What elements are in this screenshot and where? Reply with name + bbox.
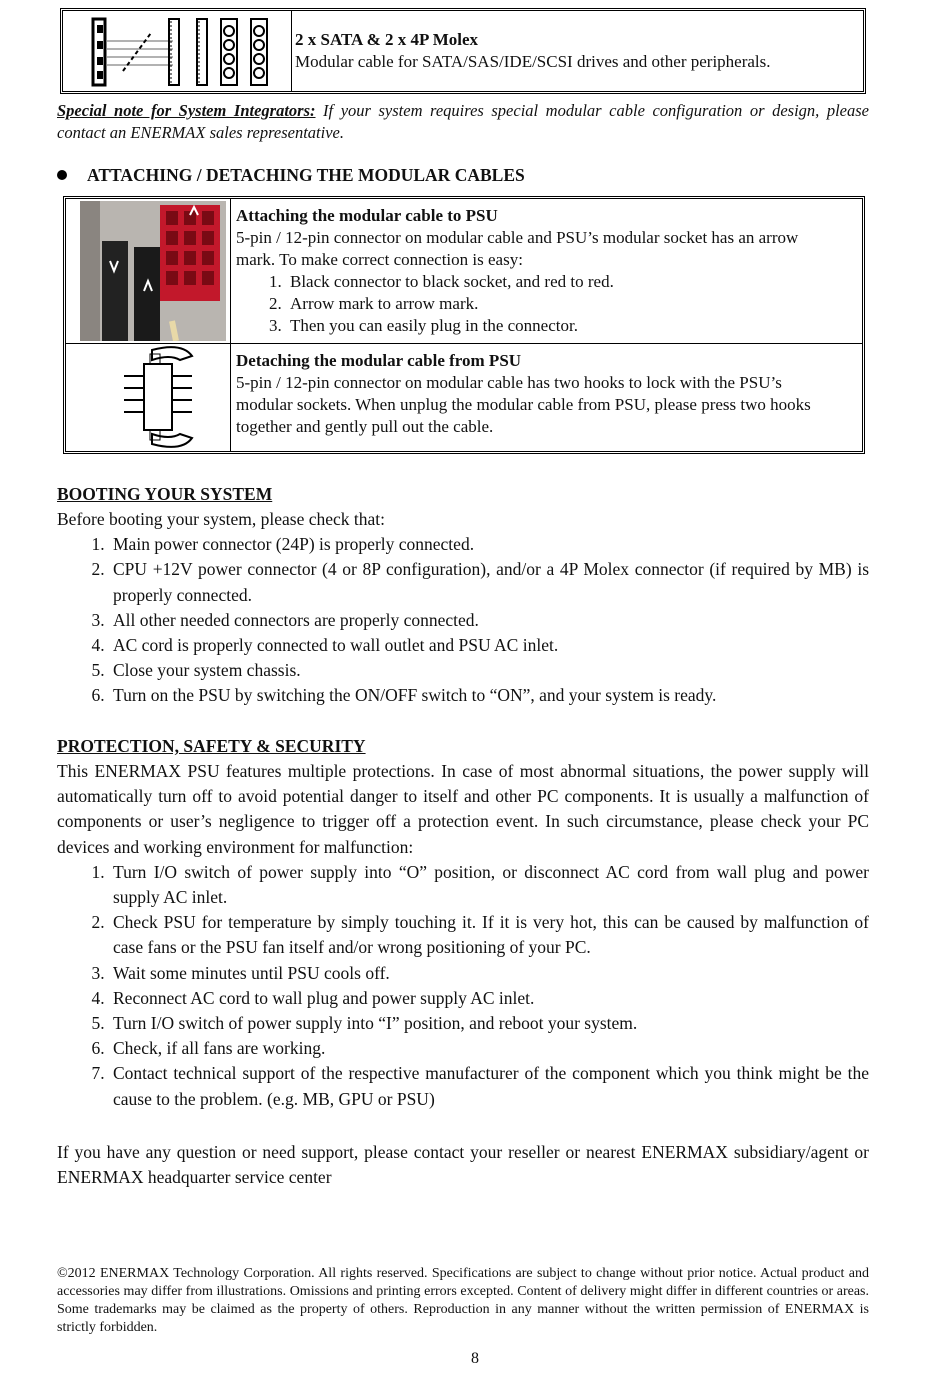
attach-heading-text: ATTACHING / DETACHING THE MODULAR CABLES [87,165,525,185]
protection-section [57,734,869,1112]
detach-text: 5-pin / 12-pin connector on modular cable has two hooks to lock with the PSU’s modular sockets. When unplug the modular cable from PSU, please press two hooks together and gently pull out the cable. [236,373,811,436]
protection-intro: This ENERMAX PSU features multiple protections. In case of most abnormal situations, the power supply will automatically turn off to avoid potential danger to itself and other PC components. It is usually a malfunction of components or user’s negligence to trigger off a protection event. In such circumstance, please check your PC devices and working environment for malfunction: [57,761,869,857]
list-item: 3. Wait some minutes until PSU cools off. [109,961,869,986]
bullet-icon [57,170,67,180]
list-item: 3. All other needed connectors are properly connected. [109,608,869,633]
note-lead: Special note for System Integrators: [57,101,316,120]
attach-intro: 5-pin / 12-pin connector on modular cable and PSU’s modular socket has an arrow mark. To make correct connection is easy: [236,228,799,269]
list-item: 1. Black connector to black socket, and red to red. [286,271,836,293]
list-item: 2. Check PSU for temperature by simply touching it. If it is very hot, this can be caused by malfunction of case fans or the PSU fan itself and/or wrong positioning of your PC. [109,910,869,960]
connector-hooks-icon [122,346,196,448]
integrator-note [57,100,869,144]
note-body: If your system requires special modular cable configuration or design, please contact an ENERMAX sales representative. [57,101,869,142]
page-number: 8 [471,1350,479,1367]
attach-row [66,199,862,344]
sata-molex-cable-icon [63,11,291,91]
list-item: 5. Turn I/O switch of power supply into “I” position, and reboot your system. [109,1011,869,1036]
detach-title: Detaching the modular cable from PSU [236,351,522,370]
attach-title: Attaching the modular cable to PSU [236,206,498,225]
list-item: 1. Turn I/O switch of power supply into “O” position, or disconnect AC cord from wall plug and power supply AC inlet. [109,860,869,910]
list-item: 4. AC cord is properly connected to wall outlet and PSU AC inlet. [109,633,869,658]
booting-intro: Before booting your system, please check that: [57,509,386,529]
detach-row [66,344,862,451]
list-item: 6. Turn on the PSU by switching the ON/OFF switch to “ON”, and your system is ready. [109,683,869,708]
booting-title: BOOTING YOUR SYSTEM [57,484,273,504]
list-item: 2. CPU +12V power connector (4 or 8P configuration), and/or a 4P Molex connector (if required by MB) is properly connected. [109,557,869,607]
support-text: If you have any question or need support, please contact your reseller or nearest ENERMAX subsidiary/agent or ENERMAX headquarter service center [57,1142,869,1188]
list-item: 7. Contact technical support of the respective manufacturer of the component which you think might be the cause to the problem. (e.g. MB, GPU or PSU) [109,1061,869,1111]
booting-section [57,482,869,709]
list-item: 6. Check, if all fans are working. [109,1036,869,1061]
cable-title: 2 x SATA & 2 x 4P Molex [295,30,479,49]
cable-illustration [63,11,292,91]
list-item: 5. Close your system chassis. [109,658,869,683]
cable-table [60,8,866,94]
attach-heading [57,165,525,186]
list-item: 2. Arrow mark to arrow mark. [286,293,836,315]
copyright-footer: ©2012 ENERMAX Technology Corporation. All rights reserved. Specifications are subject to change without prior notice. Actual product and accessories may differ from illustrations. Omissions and printing errors excepted. Content of delivery might differ in different countries or areas. Some trademarks may be claimed as the property of others. Reproduction in any manner without the written permission of ENERMAX is strictly forbidden. [57,1266,869,1335]
psu-socket-photo-icon [80,201,226,341]
cable-description: Modular cable for SATA/SAS/IDE/SCSI drives and other peripherals. [295,52,771,71]
list-item: 1. Main power connector (24P) is properly connected. [109,532,869,557]
list-item: 3. Then you can easily plug in the connector. [286,315,836,337]
protection-title: PROTECTION, SAFETY & SECURITY [57,736,366,756]
list-item: 4. Reconnect AC cord to wall plug and power supply AC inlet. [109,986,869,1011]
modular-cable-table [63,196,865,454]
